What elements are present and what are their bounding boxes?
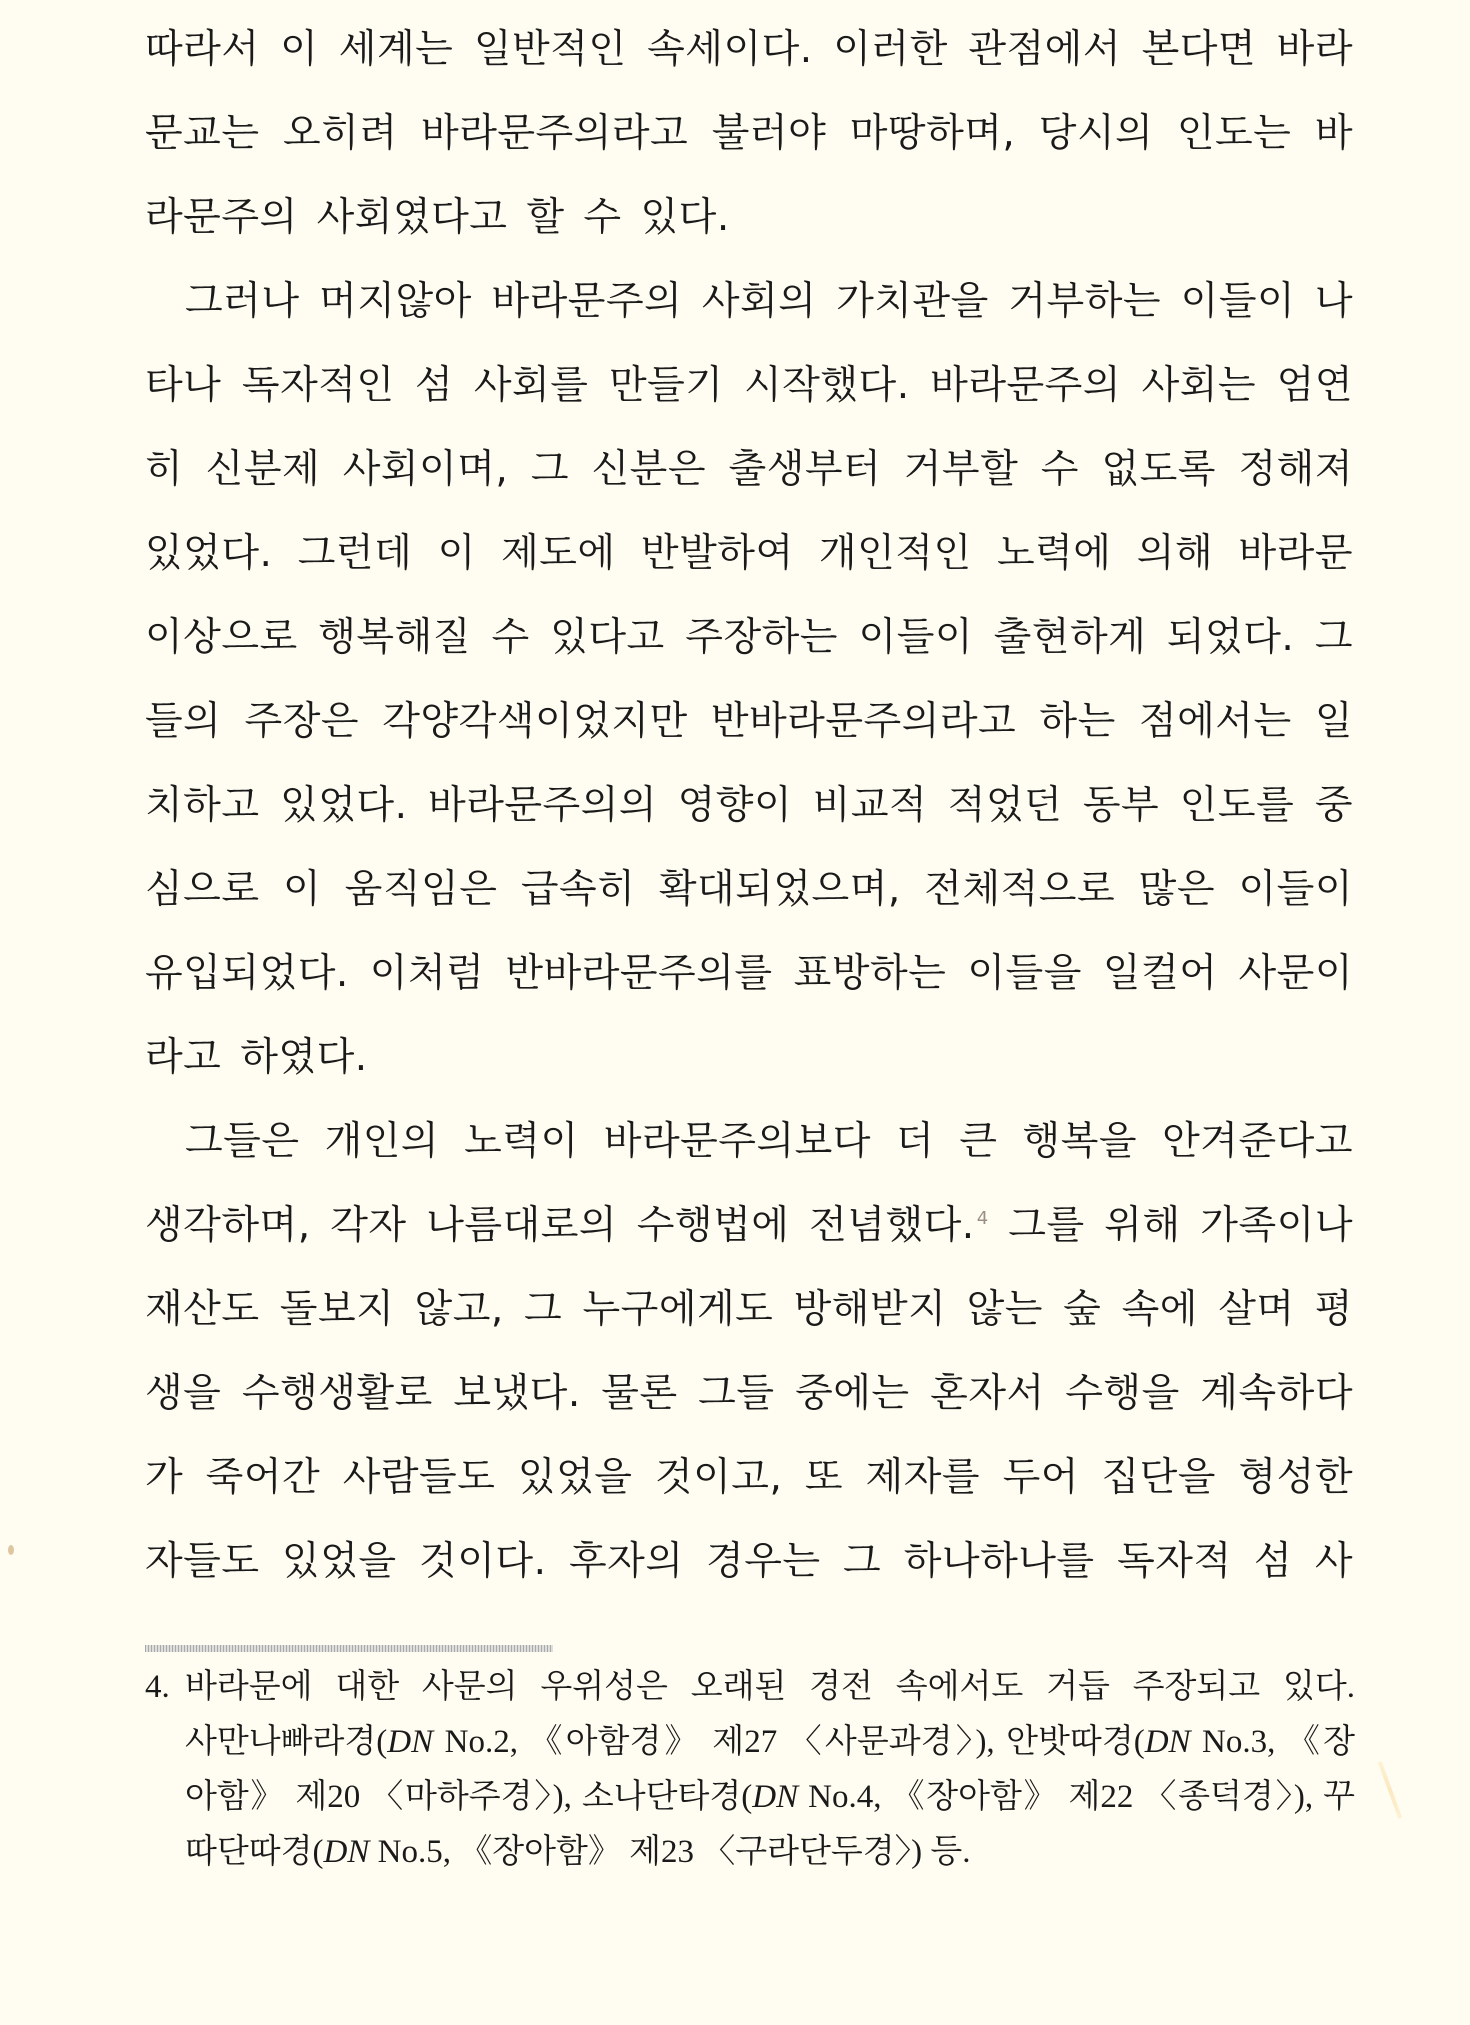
- footnote-text: No.5, 《장아함》 제23 〈구라단두경〉) 등.: [369, 1834, 971, 1870]
- text-line: 생을 수행생활로 보냈다. 물론 그들 중에는 혼자서 수행을 계속하다: [145, 1371, 1353, 1416]
- text-line: 문교는 오히려 바라문주의라고 불러야 마땅하며, 당시의 인도는 바: [145, 111, 1353, 156]
- footnote-4: [145, 1660, 1355, 1880]
- italic-abbrev: DN: [387, 1724, 434, 1760]
- footnote-text: No.4, 《장아함》 제22 〈종덕경〉), 꾸: [798, 1779, 1355, 1815]
- text-line: 라고 하였다.: [145, 1035, 368, 1080]
- text-line: 가 죽어간 사람들도 있었을 것이고, 또 제자를 두어 집단을 형성한: [145, 1455, 1353, 1500]
- footnote-separator: [145, 1645, 553, 1652]
- paragraph-3: [145, 1100, 1353, 1604]
- italic-abbrev: DN: [752, 1779, 799, 1815]
- footnote-line: [185, 1715, 1355, 1770]
- text-line: 히 신분제 사회이며, 그 신분은 출생부터 거부할 수 없도록 정해져: [145, 447, 1353, 492]
- paper-stain: [8, 1545, 14, 1555]
- footnote-body: [185, 1660, 1355, 1880]
- text-line: 치하고 있었다. 바라문주의의 영향이 비교적 적었던 동부 인도를 중: [145, 783, 1353, 828]
- italic-abbrev: DN: [323, 1834, 370, 1870]
- text-segment: 그를 위해 가족이나: [988, 1203, 1353, 1248]
- paper-stain: [1378, 1761, 1402, 1819]
- footnote-line: [185, 1770, 1355, 1825]
- text-line: 라문주의 사회였다고 할 수 있다.: [145, 195, 730, 240]
- text-line: 그러나 머지않아 바라문주의 사회의 가치관을 거부하는 이들이 나: [185, 279, 1353, 324]
- text-line: 심으로 이 움직임은 급속히 확대되었으며, 전체적으로 많은 이들이: [145, 867, 1353, 912]
- italic-abbrev: DN: [1144, 1724, 1191, 1760]
- text-line: 있었다. 그런데 이 제도에 반발하여 개인적인 노력에 의해 바라문: [145, 531, 1353, 576]
- text-line: 타나 독자적인 섬 사회를 만들기 시작했다. 바라문주의 사회는 엄연: [145, 363, 1353, 408]
- footnote-number: 4.: [145, 1669, 170, 1705]
- paragraph-1: [145, 8, 1353, 260]
- text-line: 그들은 개인의 노력이 바라문주의보다 더 큰 행복을 안겨준다고: [185, 1119, 1353, 1164]
- footnote-text: 아함》 제20 〈마하주경〉), 소나단타경(: [185, 1779, 753, 1815]
- text-line: 재산도 돌보지 않고, 그 누구에게도 방해받지 않는 숲 속에 살며 평: [145, 1287, 1353, 1332]
- text-line: 유입되었다. 이처럼 반바라문주의를 표방하는 이들을 일컬어 사문이: [145, 951, 1353, 996]
- paragraph-2: [145, 260, 1353, 1100]
- text-line-with-footnote: [145, 1184, 1353, 1268]
- footnote-text: 따단따경(: [185, 1834, 324, 1870]
- footnote-text: No.3, 《장: [1190, 1724, 1355, 1760]
- text-segment: 생각하며, 각자 나름대로의 수행법에 전념했다.: [145, 1203, 975, 1248]
- text-line: 따라서 이 세계는 일반적인 속세이다. 이러한 관점에서 본다면 바라: [145, 27, 1353, 72]
- text-line: 이상으로 행복해질 수 있다고 주장하는 이들이 출현하게 되었다. 그: [145, 615, 1353, 660]
- footnote-text: 바라문에 대한 사문의 우위성은 오래된 경전 속에서도 거듭 주장되고 있다.: [185, 1669, 1355, 1705]
- footnote-reference[interactable]: 4: [976, 1208, 989, 1229]
- footnote-line: [185, 1825, 1355, 1880]
- footnote-text: 사만나빠라경(: [185, 1724, 388, 1760]
- footnote-line: [185, 1660, 1355, 1715]
- footnote-text: No.2, 《아함경》 제27 〈사문과경〉), 안밧따경(: [433, 1724, 1145, 1760]
- text-line: 들의 주장은 각양각색이었지만 반바라문주의라고 하는 점에서는 일: [145, 699, 1353, 744]
- page-body: [145, 8, 1353, 1604]
- text-line: 자들도 있었을 것이다. 후자의 경우는 그 하나하나를 독자적 섬 사: [145, 1539, 1353, 1584]
